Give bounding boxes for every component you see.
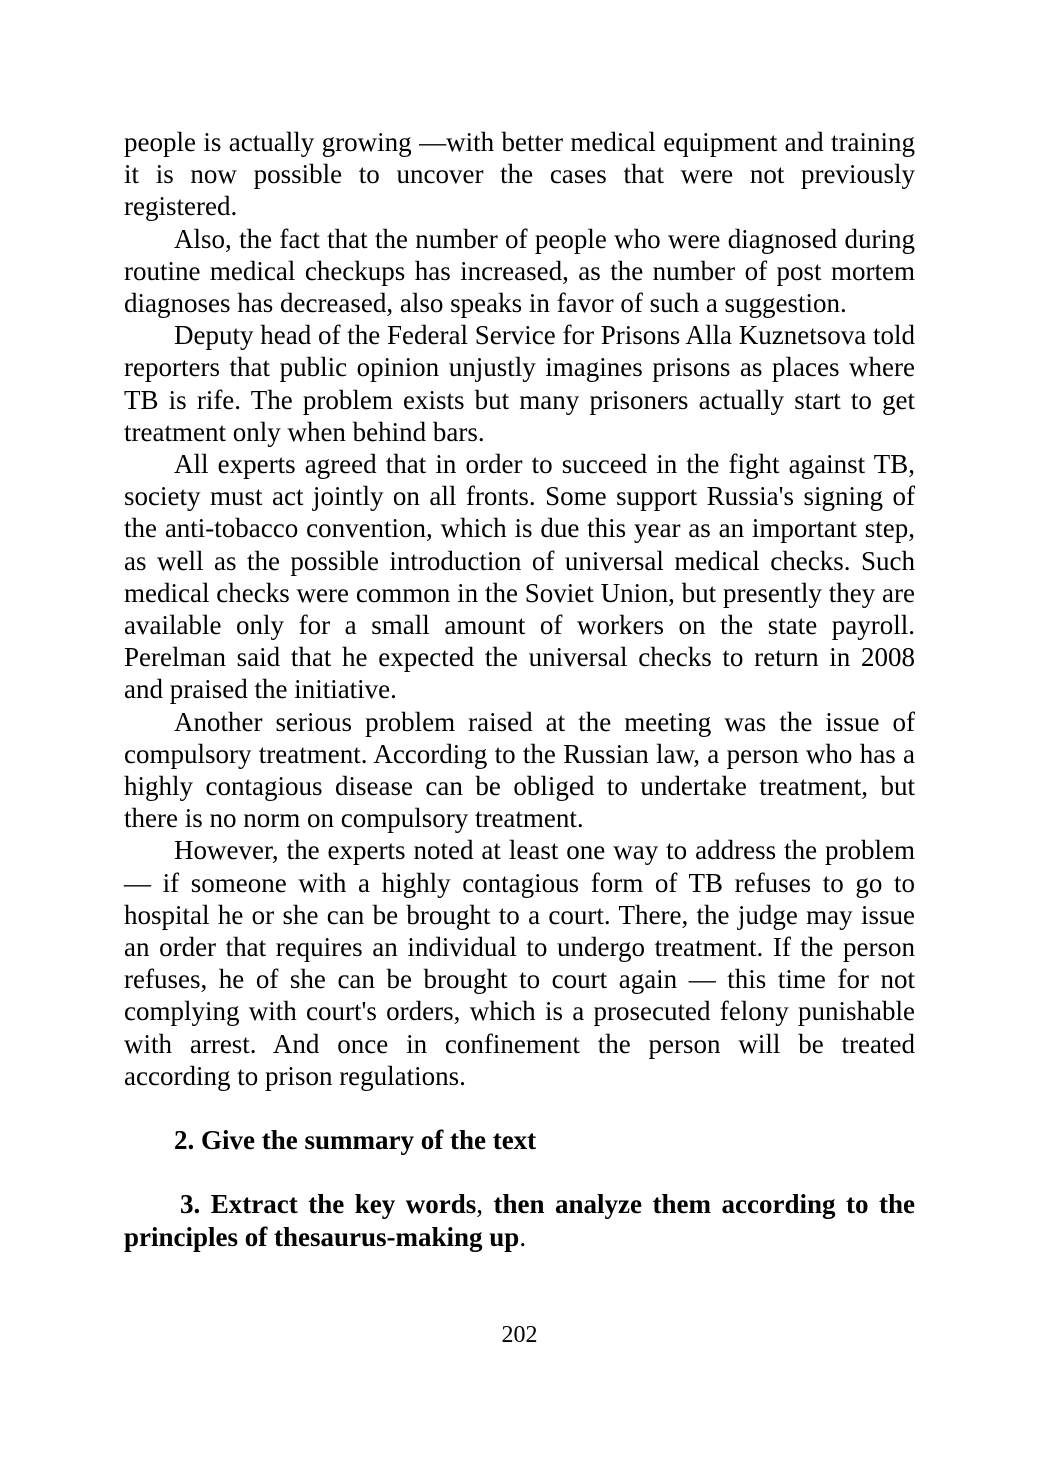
paragraph-1: people is actually growing —with better medical equipment and training it is now possible to uncover the cases that were not previously registered.	[124, 127, 915, 222]
task-3-part2: then analyze them according to the principles of thesaurus-making up	[124, 1189, 915, 1252]
paragraph-3: Deputy head of the Federal Service for Prisons Alla Kuznetsova told reporters that public opinion unjustly imagines prisons as places where TB is rife. The problem exists but many prisoners actually start to get treatment only when behind bars.	[124, 320, 915, 447]
task-3-part1: 3. Extract the key words	[180, 1189, 477, 1220]
page-number: 202	[501, 1322, 538, 1348]
paragraph-4: All experts agreed that in order to succeed in the fight against TB, society must act jointly on all fronts. Some support Russia's signing of the anti-tobacco convention, which is due this year as an important step, as well as the possible introduction of universal medical checks. Such medical checks were common in the Soviet Union, but presently they are available only for a small amount of workers on the state payroll. Perelman said that he expected the universal checks to return in 2008 and praised the initiative.	[124, 449, 915, 705]
task-2-heading	[124, 1124, 915, 1156]
task-3-heading	[124, 1188, 915, 1252]
paragraph-5: Another serious problem raised at the meeting was the issue of compulsory treatment. According to the Russian law, a person who has a highly contagious disease can be obliged to undertake treatment, but there is no norm on compulsory treatment.	[124, 706, 915, 834]
task-3-separator: ,	[476, 1189, 494, 1220]
page-body	[124, 126, 915, 1253]
task-3-end: .	[519, 1221, 527, 1252]
task-2-text: 2. Give the summary of the text	[174, 1125, 537, 1156]
paragraph-6: However, the experts noted at least one way to address the problem — if someone with a highly contagious form of TB refuses to go to hospital he or she can be brought to a court. There, the judge may issue an order that requires an individual to undergo treatment. If the person refuses, he of she can be brought to court again — this time for not complying with court's orders, which is a prosecuted felony punishable with arrest. And once in confinement the person will be treated according to prison regulations.	[124, 835, 915, 1091]
paragraph-2: Also, the fact that the number of people who were diagnosed during routine medical checkups has increased, as the number of post mortem diagnoses has decreased, also speaks in favor of such a suggestion.	[124, 223, 915, 319]
